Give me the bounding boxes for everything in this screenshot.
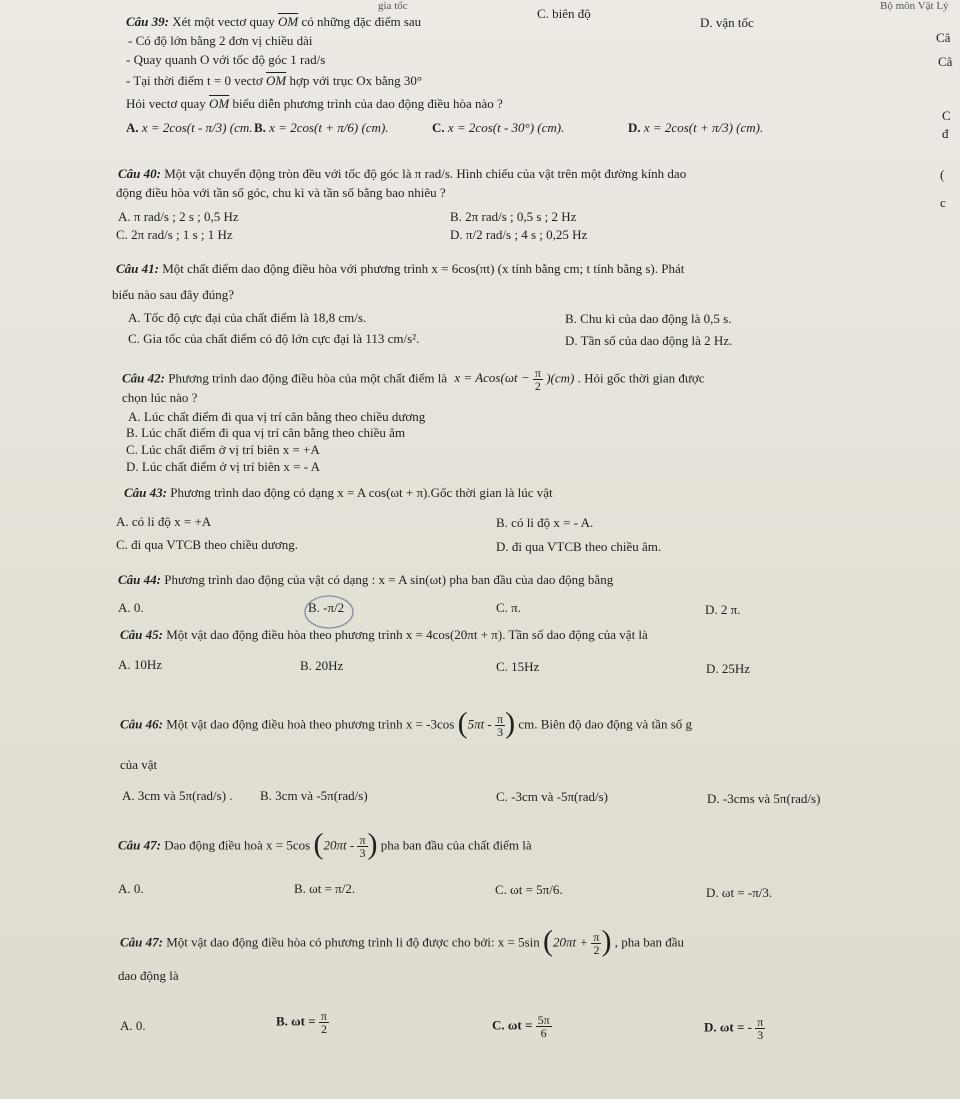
q46-option-d: D. -3cms và 5π(rad/s) <box>707 791 821 806</box>
q46-line-2: của vật <box>120 757 158 772</box>
q46-option-a: A. 3cm và 5π(rad/s) . <box>122 788 233 803</box>
q40-option-b: B. 2π rad/s ; 0,5 s ; 2 Hz <box>450 209 577 224</box>
question-label: Câu 39: <box>126 14 169 29</box>
margin-fragment: C <box>942 108 951 123</box>
q42-option-c: C. Lúc chất điểm ở vị trí biên x = +A <box>126 442 320 457</box>
q45-option-d: D. 25Hz <box>706 661 751 676</box>
q44-option-d: D. 2 π. <box>705 602 741 617</box>
margin-fragment: c <box>940 195 946 210</box>
q45-option-a: A. 10Hz <box>118 657 163 672</box>
q39-bullet-1: - Có độ lớn bằng 2 đơn vị chiều dài <box>128 33 313 48</box>
q47b-line-2: dao động là <box>118 968 179 983</box>
q39-bullet-2: - Quay quanh O với tốc độ góc 1 rad/s <box>126 52 326 67</box>
prev-question-fragment: gia tốc <box>378 0 408 12</box>
q47a-option-b: B. ωt = π/2. <box>294 881 356 896</box>
question-46: Câu 46: Một vật dao động điều hoà theo phương trình x = -3cos (5πt - $\frac{\pi}{3}$ ) cm. Biên độ dao động và tần số g <box>120 706 693 740</box>
q45-option-b: B. 20Hz <box>300 658 344 673</box>
q46-option-b: B. 3cm và -5π(rad/s) <box>260 788 368 803</box>
q47b-option-d: D. ωt = - $\frac{\pi}{3}$ <box>704 1015 764 1042</box>
q39-option-a: A. x = 2cos(t - π/3) (cm. <box>126 120 253 135</box>
q41-option-c: C. Gia tốc của chất điểm có độ lớn cực đại là 113 cm/s². <box>128 331 420 346</box>
question-47b: Câu 47: Một vật dao động điều hòa có phương trình li độ được cho bởi: x = 5sin (20πt + $\frac{\pi}{2}$ ) , pha ban đầu <box>120 924 685 958</box>
fraction: $\frac{\pi}{3}$ <box>757 1015 764 1042</box>
q42-option-b: B. Lúc chất điểm đi qua vị trí cân bằng theo chiều âm <box>126 425 406 440</box>
q43-option-a: A. có li độ x = +A <box>116 514 212 529</box>
q41-option-b: B. Chu kì của dao động là 0,5 s. <box>565 311 732 326</box>
q40-line-2: động điều hòa với tần số góc, chu kì và tần số bằng bao nhiêu ? <box>116 185 446 200</box>
fraction: $\frac{\pi}{2}$ <box>320 1009 327 1036</box>
q42-line-2: chọn lúc nào ? <box>122 390 198 405</box>
q39-ask: Hỏi vectơ quay $\overline{OM}$ biểu diễn phương trình của dao động điều hòa nào ? <box>126 96 503 111</box>
q42-option-a: A. Lúc chất điểm đi qua vị trí cân bằng theo chiều dương <box>128 409 426 424</box>
margin-fragment: đ <box>942 126 949 141</box>
fraction: $\frac{\pi}{3}$ <box>359 833 366 860</box>
q47b-option-b: B. ωt = $\frac{\pi}{2}$ <box>276 1009 327 1036</box>
question-42: Câu 42: Phương trình dao động điều hòa của một chất điểm là x = Acos(ωt − $\frac{\pi}{2}$ )(cm) . Hỏi gốc thời gian được <box>122 366 705 393</box>
q42-option-d: D. Lúc chất điểm ở vị trí biên x = - A <box>126 459 320 474</box>
fraction: $\frac{\pi}{2}$ <box>534 366 541 393</box>
margin-fragment: Câ <box>938 54 953 69</box>
q46-option-c: C. -3cm và -5π(rad/s) <box>496 789 608 804</box>
q39-option-d: D. x = 2cos(t + π/3) (cm). <box>628 120 764 135</box>
question-43: Câu 43: Phương trình dao động có dạng x = A cos(ωt + π).Gốc thời gian là lúc vật <box>124 485 553 500</box>
prev-option-d: D. vận tốc <box>700 15 754 30</box>
q40-option-a: A. π rad/s ; 2 s ; 0,5 Hz <box>118 209 239 224</box>
q44-option-a: A. 0. <box>118 600 144 615</box>
q43-option-c: C. đi qua VTCB theo chiều dương. <box>116 537 298 552</box>
question-41: Câu 41: Một chất điểm dao động điều hòa với phương trình x = 6cos(πt) (x tính bằng cm; t tính bằng s). Phát <box>116 261 685 276</box>
q47b-option-c: C. ωt = $\frac{5\pi}{6}$ <box>492 1013 550 1040</box>
question-44: Câu 44: Phương trình dao động của vật có dạng : x = A sin(ωt) pha ban đầu của dao động bằng <box>118 572 614 587</box>
fraction: $\frac{\pi}{3}$ <box>497 712 504 739</box>
q41-option-d: D. Tần số của dao động là 2 Hz. <box>565 333 733 348</box>
q44-option-b: B. -π/2 <box>308 600 345 615</box>
q41-option-a: A. Tốc độ cực đại của chất điểm là 18,8 cm/s. <box>128 310 367 325</box>
q43-option-d: D. đi qua VTCB theo chiều âm. <box>496 539 662 554</box>
question-45: Câu 45: Một vật dao động điều hòa theo phương trình x = 4cos(20πt + π). Tần số dao động của vật là <box>120 627 648 642</box>
q47a-option-a: A. 0. <box>118 881 144 896</box>
q47a-option-d: D. ωt = -π/3. <box>706 885 773 900</box>
q47a-option-c: C. ωt = 5π/6. <box>495 882 563 897</box>
fraction: $\frac{\pi}{2}$ <box>593 930 600 957</box>
margin-fragment: Câ <box>936 30 951 45</box>
question-39: Câu 39: Xét một vectơ quay $\overline{OM}$ có những đặc điểm sau <box>126 14 422 29</box>
q44-option-c: C. π. <box>496 600 521 615</box>
q41-line-2: biểu nào sau đây đúng? <box>112 287 235 302</box>
q39-bullet-3: - Tại thời điểm t = 0 vectơ $\overline{OM}$ hợp với trục Ox bằng 30° <box>126 73 423 88</box>
margin-fragment: ( <box>940 167 945 182</box>
question-47a: Câu 47: Dao động điều hoà x = 5cos (20πt - $\frac{\pi}{3}$ ) pha ban đầu của chất điểm là <box>118 827 532 861</box>
question-40: Câu 40: Một vật chuyển động tròn đều với tốc độ góc là π rad/s. Hình chiếu của vật trên một đường kính dao <box>118 166 687 181</box>
q39-option-c: C. x = 2cos(t - 30°) (cm). <box>432 120 565 135</box>
q47b-option-a: A. 0. <box>120 1018 146 1033</box>
q40-option-d: D. π/2 rad/s ; 4 s ; 0,25 Hz <box>450 227 588 242</box>
pen-circle-mark <box>300 592 360 632</box>
q40-option-c: C. 2π rad/s ; 1 s ; 1 Hz <box>116 227 233 242</box>
q39-option-b: B. x = 2cos(t + π/6) (cm). <box>254 120 389 135</box>
page-header-subject: Bộ môn Vật Lý <box>880 0 949 12</box>
q45-option-c: C. 15Hz <box>496 659 540 674</box>
q43-option-b: B. có li độ x = - A. <box>496 515 594 530</box>
prev-option-c: C. biên độ <box>537 6 591 21</box>
fraction: $\frac{5\pi}{6}$ <box>537 1013 550 1040</box>
